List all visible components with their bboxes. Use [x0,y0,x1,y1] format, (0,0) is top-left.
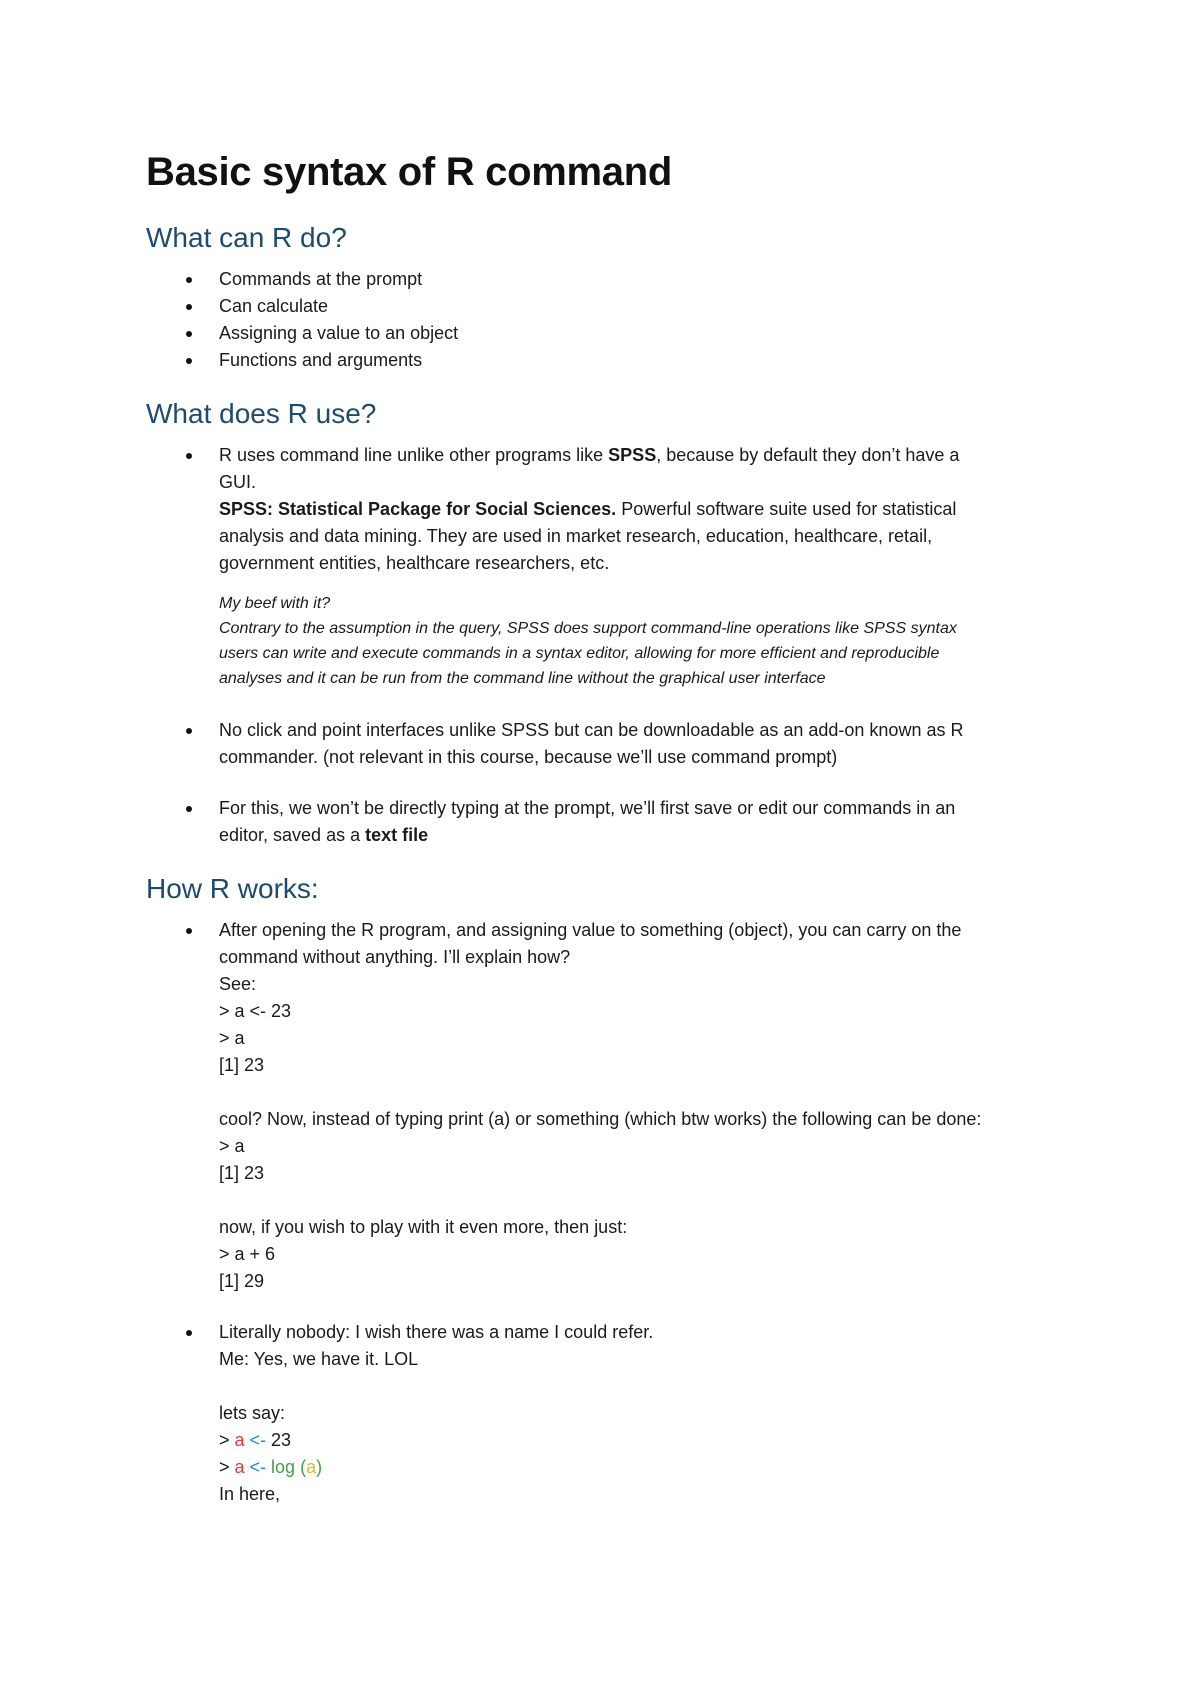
list-item-assign [146,917,1076,1295]
colored-code-line [219,1427,1076,1454]
list-item-command-line [146,442,1076,691]
list-item-no-click [146,717,1076,771]
page-title: Basic syntax of R command [146,150,672,194]
paragraph-line [219,822,1076,849]
code-function: log ( [271,1457,307,1477]
italic-note-line: users can write and execute commands in a syntax editor, allowing for more efficient and reproducible [219,645,940,662]
list-item-text: Functions and arguments [219,350,423,370]
code-variable: a [234,1430,245,1450]
paragraph-line [219,496,1076,523]
paragraph-line: Literally nobody: I wish there was a name I could refer. [219,1322,654,1342]
paragraph-line: cool? Now, instead of typing print (a) or something (which btw works) the following can be done: [219,1109,982,1129]
code-function-close: ) [316,1457,323,1477]
list-item [146,266,1076,293]
spacer [219,1373,1076,1400]
how-r-works-list [146,917,1076,1508]
paragraph-line: now, if you wish to play with it even more, then just: [219,1217,628,1237]
code-line: > a + 6 [219,1244,276,1264]
code-output-line: [1] 23 [219,1163,265,1183]
paragraph-line: lets say: [219,1403,286,1423]
bold-text: text file [365,825,429,845]
paragraph-line: analysis and data mining. They are used in market research, education, healthcare, retail, [219,526,933,546]
paragraph-line: After opening the R program, and assigning value to something (object), you can carry on the [219,920,962,940]
spacer [219,577,1076,591]
paragraph-line: command without anything. I’ll explain how? [219,947,571,967]
code-prompt: > [219,1430,235,1450]
code-operator: <- [244,1457,272,1477]
code-prompt: > [219,1457,235,1477]
code-line: > a [219,1136,245,1156]
paragraph-line: commander. (not relevant in this course, because we’ll use command prompt) [219,747,838,767]
paragraph-line: See: [219,974,257,994]
code-value: 23 [271,1430,292,1450]
paragraph-line: For this, we won’t be directly typing at the prompt, we’ll first save or edit our commands in an [219,798,956,818]
text-run: , because by default they don’t have a [656,445,960,465]
code-argument: a [306,1457,317,1477]
code-output-line: [1] 23 [219,1055,265,1075]
italic-note-line: Contrary to the assumption in the query, SPSS does support command-line operations like SPSS syntax [219,620,957,637]
code-line: > a [219,1028,245,1048]
paragraph-line [219,442,1076,469]
list-item [146,320,1076,347]
code-variable: a [234,1457,245,1477]
list-item [146,293,1076,320]
code-operator: <- [244,1430,272,1450]
colored-code-line [219,1454,1076,1481]
document-content [146,146,1076,1508]
paragraph-line: No click and point interfaces unlike SPSS but can be downloadable as an add-on known as R [219,720,964,740]
spacer [219,1187,1076,1214]
paragraph-line: GUI. [219,472,257,492]
bold-text: SPSS [608,445,657,465]
list-item-text: Assigning a value to an object [219,323,459,343]
text-run: Powerful software suite used for statistical [616,499,957,519]
section-heading-how-r-works: How R works: [146,873,319,904]
italic-note-line: My beef with it? [219,595,331,612]
what-does-r-use-list [146,442,1076,849]
paragraph-line: Me: Yes, we have it. LOL [219,1349,419,1369]
section-heading-what-can-r-do: What can R do? [146,222,347,253]
paragraph-line: government entities, healthcare researchers, etc. [219,553,610,573]
paragraph-line: In here, [219,1484,281,1504]
code-line: > a <- 23 [219,1001,292,1021]
list-item-text: Commands at the prompt [219,269,423,289]
list-item [146,347,1076,374]
what-can-r-do-list [146,266,1076,374]
italic-note-line: analyses and it can be run from the command line without the graphical user interface [219,670,826,687]
bold-text: SPSS: Statistical Package for Social Sciences. [219,499,617,519]
spacer [219,1079,1076,1106]
list-item-editor [146,795,1076,849]
list-item-text: Can calculate [219,296,329,316]
text-run: R uses command line unlike other programs like [219,445,609,465]
code-output-line: [1] 29 [219,1271,265,1291]
text-run: editor, saved as a [219,825,366,845]
section-heading-what-does-r-use: What does R use? [146,398,377,429]
list-item-name-refer [146,1319,1076,1508]
